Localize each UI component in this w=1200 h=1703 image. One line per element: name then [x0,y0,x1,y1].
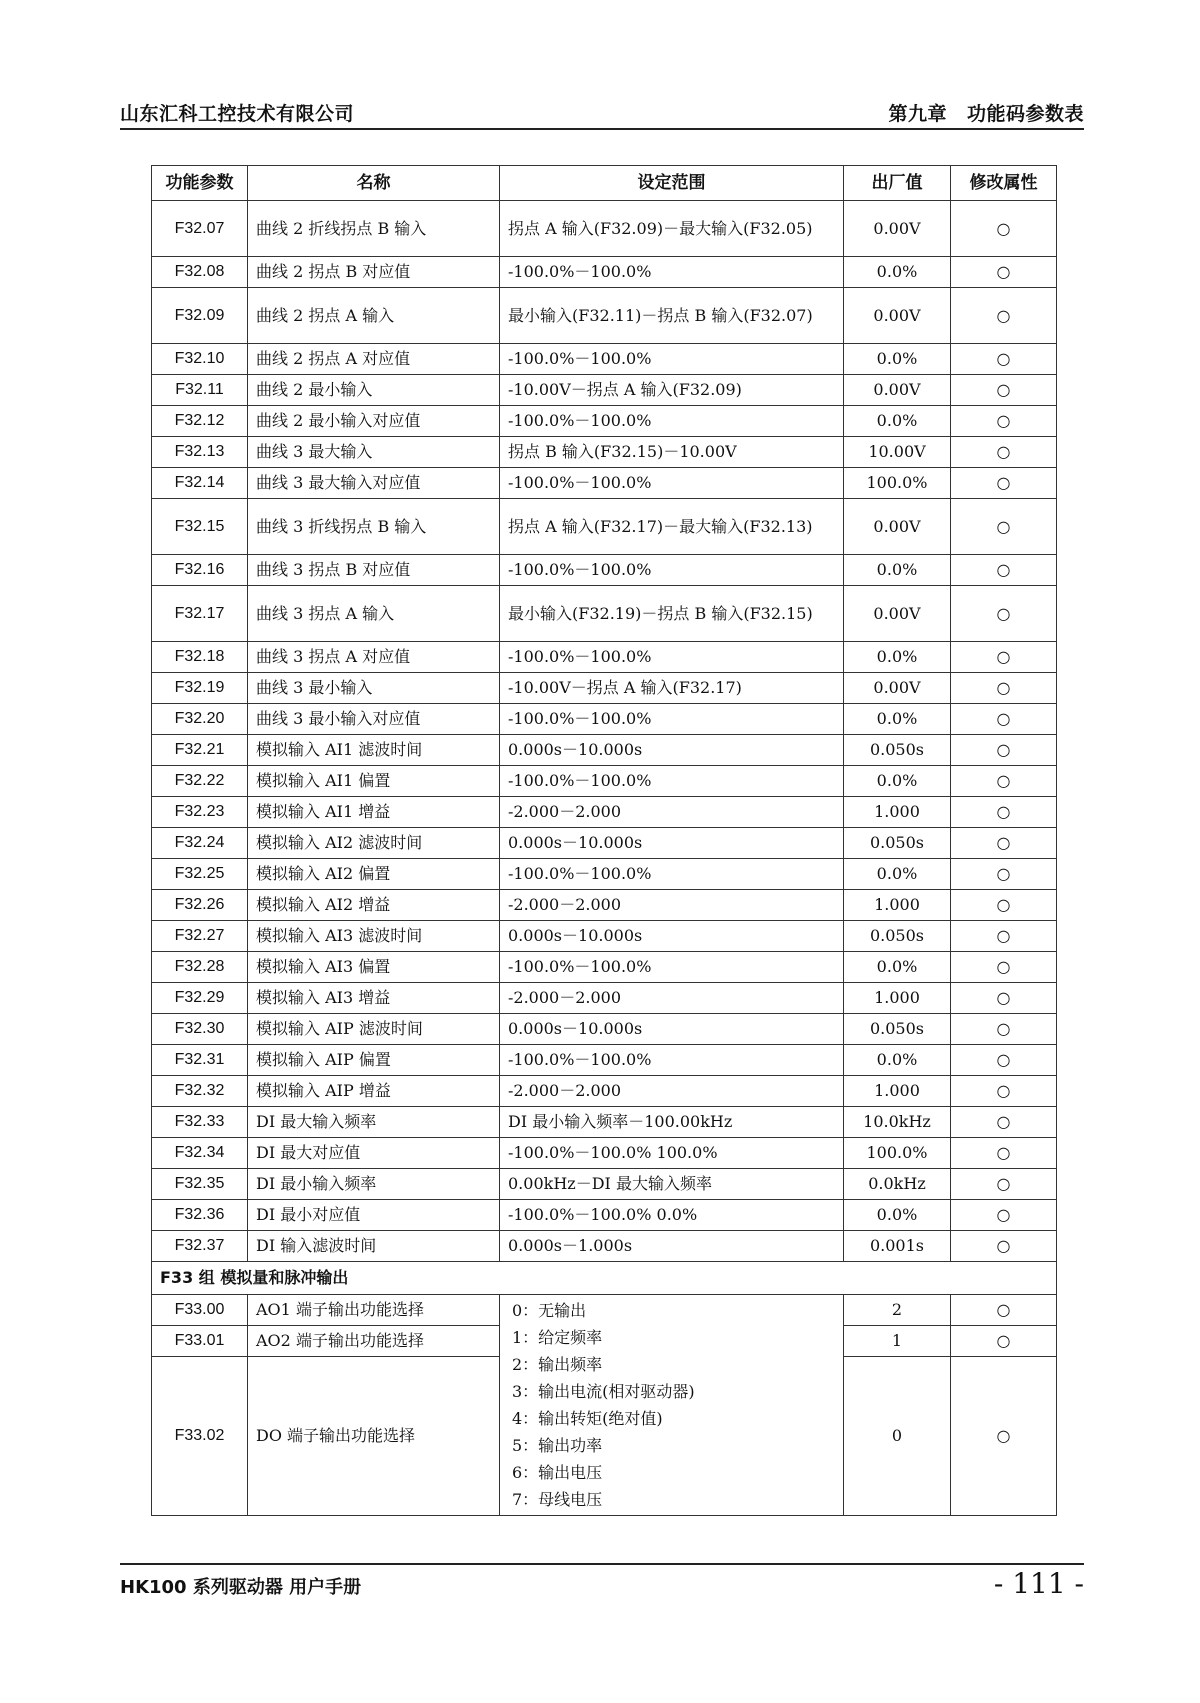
option-item: 1：给定频率 [512,1328,603,1347]
param-attr: ○ [951,1076,1057,1107]
param-code: F32.11 [152,375,248,406]
param-code: F32.36 [152,1200,248,1231]
param-name: 模拟输入 AI3 滤波时间 [248,921,500,952]
param-default: 0.0% [844,344,951,375]
col-header-code: 功能参数 [152,166,248,201]
param-code: F32.19 [152,673,248,704]
col-header-attr: 修改属性 [951,166,1057,201]
param-code: F32.35 [152,1169,248,1200]
param-attr: ○ [951,499,1057,555]
param-name: 曲线 3 最大输入 [248,437,500,468]
param-code: F32.22 [152,766,248,797]
table-header-row [152,166,1057,201]
option-item: 2：输出频率 [512,1355,603,1374]
param-default: 1 [844,1326,951,1357]
param-range: -100.0%－100.0% [500,257,844,288]
param-attr: ○ [951,735,1057,766]
param-code: F32.34 [152,1138,248,1169]
param-range: 0.000s－10.000s [500,1014,844,1045]
group-title: F33 组 模拟量和脉冲输出 [152,1262,1057,1295]
param-attr: ○ [951,1231,1057,1262]
table-row [152,983,1057,1014]
table-row [152,257,1057,288]
table-row [152,859,1057,890]
param-default: 0.0% [844,766,951,797]
param-default: 100.0% [844,468,951,499]
param-range: -2.000－2.000 [500,983,844,1014]
param-name: DI 输入滤波时间 [248,1231,500,1262]
param-range: 0.000s－10.000s [500,828,844,859]
col-header-range: 设定范围 [500,166,844,201]
param-name: 曲线 3 最小输入 [248,673,500,704]
param-code: F32.15 [152,499,248,555]
col-header-default: 出厂值 [844,166,951,201]
chapter-number: 第九章 [888,103,947,125]
param-default: 0.00V [844,375,951,406]
param-name: 曲线 3 拐点 B 对应值 [248,555,500,586]
param-code: F32.29 [152,983,248,1014]
param-attr: ○ [951,828,1057,859]
param-range: 最小输入(F32.11)－拐点 B 输入(F32.07) [500,288,844,344]
param-range: -100.0%－100.0% 100.0% [500,1138,844,1169]
page-footer [120,1563,1084,1609]
param-code: F32.33 [152,1107,248,1138]
param-name: DO 端子输出功能选择 [248,1357,500,1516]
param-code: F32.14 [152,468,248,499]
param-attr: ○ [951,257,1057,288]
param-range: -100.0%－100.0% [500,859,844,890]
param-name: 模拟输入 AI1 增益 [248,797,500,828]
param-name: 曲线 2 折线拐点 B 输入 [248,201,500,257]
table-row [152,735,1057,766]
param-attr: ○ [951,1138,1057,1169]
table-row [152,1045,1057,1076]
table-row [152,921,1057,952]
param-code: F32.20 [152,704,248,735]
param-name: DI 最大对应值 [248,1138,500,1169]
param-attr: ○ [951,406,1057,437]
param-name: AO2 端子输出功能选择 [248,1326,500,1357]
table-row [152,201,1057,257]
param-default: 0.001s [844,1231,951,1262]
param-code: F33.02 [152,1357,248,1516]
f33-section [152,1262,1057,1516]
param-attr: ○ [951,797,1057,828]
param-attr: ○ [951,1014,1057,1045]
table-row [152,1076,1057,1107]
param-name: 模拟输入 AI2 增益 [248,890,500,921]
table-row [152,1231,1057,1262]
param-default: 0 [844,1357,951,1516]
table-row [152,555,1057,586]
param-default: 0.00V [844,201,951,257]
param-attr: ○ [951,1326,1057,1357]
param-code: F32.10 [152,344,248,375]
param-default: 0.0% [844,952,951,983]
param-code: F32.07 [152,201,248,257]
option-list [508,1295,835,1515]
param-default: 0.0% [844,704,951,735]
param-options [500,1295,844,1516]
param-name: 模拟输入 AIP 滤波时间 [248,1014,500,1045]
param-attr: ○ [951,1045,1057,1076]
param-name: 模拟输入 AI1 滤波时间 [248,735,500,766]
table-row [152,673,1057,704]
table-row [152,1138,1057,1169]
table-row [152,468,1057,499]
param-range: -100.0%－100.0% [500,642,844,673]
param-range: 0.000s－10.000s [500,921,844,952]
param-default: 0.00V [844,586,951,642]
param-range: 拐点 B 输入(F32.15)－10.00V [500,437,844,468]
param-name: 模拟输入 AI2 滤波时间 [248,828,500,859]
param-attr: ○ [951,952,1057,983]
group-header-row [152,1262,1057,1295]
param-name: 模拟输入 AIP 增益 [248,1076,500,1107]
table-row [152,828,1057,859]
param-default: 0.00V [844,288,951,344]
param-range: -100.0%－100.0% [500,704,844,735]
option-item: 6：输出电压 [512,1463,603,1482]
param-attr: ○ [951,555,1057,586]
param-default: 1.000 [844,890,951,921]
param-name: 曲线 3 最小输入对应值 [248,704,500,735]
param-attr: ○ [951,983,1057,1014]
param-code: F32.37 [152,1231,248,1262]
company-name: 山东汇科工控技术有限公司 [120,103,355,125]
page-header [120,90,1084,130]
param-attr: ○ [951,1107,1057,1138]
option-item: 4：输出转矩(绝对值) [512,1409,663,1428]
param-name: 模拟输入 AIP 偏置 [248,1045,500,1076]
param-attr: ○ [951,859,1057,890]
param-name: 模拟输入 AI1 偏置 [248,766,500,797]
param-code: F32.13 [152,437,248,468]
param-range: -2.000－2.000 [500,890,844,921]
chapter-title [888,99,1084,126]
page-number: - 111 - [993,1567,1084,1600]
param-attr: ○ [951,704,1057,735]
param-code: F32.31 [152,1045,248,1076]
table-row [152,499,1057,555]
param-name: 曲线 2 拐点 A 输入 [248,288,500,344]
param-default: 10.0kHz [844,1107,951,1138]
parameter-table [151,165,1057,1516]
param-default: 0.0% [844,257,951,288]
param-default: 0.0% [844,642,951,673]
table-row [152,586,1057,642]
param-code: F33.00 [152,1295,248,1326]
table-row [152,704,1057,735]
option-item: 0：无输出 [512,1301,587,1320]
param-default: 0.0% [844,406,951,437]
param-default: 10.00V [844,437,951,468]
param-attr: ○ [951,1169,1057,1200]
param-range: -100.0%－100.0% [500,766,844,797]
param-default: 0.050s [844,921,951,952]
param-default: 0.00V [844,499,951,555]
param-attr: ○ [951,673,1057,704]
table-row [152,797,1057,828]
param-range: -100.0%－100.0% [500,344,844,375]
param-range: -10.00V－拐点 A 输入(F32.17) [500,673,844,704]
param-name: DI 最大输入频率 [248,1107,500,1138]
param-range: DI 最小输入频率－100.00kHz [500,1107,844,1138]
param-attr: ○ [951,921,1057,952]
param-range: -100.0%－100.0% [500,555,844,586]
table-row [152,344,1057,375]
param-name: DI 最小对应值 [248,1200,500,1231]
param-code: F32.30 [152,1014,248,1045]
manual-title: HK100 系列驱动器 用户手册 [120,1577,362,1598]
param-name: 曲线 3 折线拐点 B 输入 [248,499,500,555]
param-name: 模拟输入 AI3 增益 [248,983,500,1014]
param-default: 2 [844,1295,951,1326]
f32-rows [152,201,1057,1262]
section-title: 功能码参数表 [966,103,1084,125]
param-name: 曲线 2 最小输入对应值 [248,406,500,437]
param-range: -100.0%－100.0% [500,406,844,437]
table-row [152,437,1057,468]
param-default: 0.050s [844,735,951,766]
param-attr: ○ [951,766,1057,797]
param-range: -2.000－2.000 [500,1076,844,1107]
param-attr: ○ [951,344,1057,375]
param-range: -100.0%－100.0% 0.0% [500,1200,844,1231]
param-attr: ○ [951,642,1057,673]
param-default: 0.0% [844,859,951,890]
table-row [152,1014,1057,1045]
param-range: 0.000s－10.000s [500,735,844,766]
param-name: 曲线 2 最小输入 [248,375,500,406]
param-default: 0.0% [844,555,951,586]
param-name: 模拟输入 AI3 偏置 [248,952,500,983]
table-row [152,375,1057,406]
option-item: 5：输出功率 [512,1436,603,1455]
table-row [152,642,1057,673]
param-default: 100.0% [844,1138,951,1169]
param-default: 1.000 [844,1076,951,1107]
param-default: 1.000 [844,797,951,828]
param-attr: ○ [951,468,1057,499]
param-code: F32.26 [152,890,248,921]
param-attr: ○ [951,201,1057,257]
param-name: 曲线 2 拐点 B 对应值 [248,257,500,288]
param-code: F32.23 [152,797,248,828]
param-range: -100.0%－100.0% [500,1045,844,1076]
param-code: F32.27 [152,921,248,952]
param-name: AO1 端子输出功能选择 [248,1295,500,1326]
param-code: F32.32 [152,1076,248,1107]
param-code: F32.09 [152,288,248,344]
param-code: F32.17 [152,586,248,642]
param-attr: ○ [951,890,1057,921]
param-attr: ○ [951,1357,1057,1516]
param-default: 0.0% [844,1045,951,1076]
table-row [152,1295,1057,1326]
table-row [152,890,1057,921]
param-code: F33.01 [152,1326,248,1357]
param-code: F32.18 [152,642,248,673]
param-name: 模拟输入 AI2 偏置 [248,859,500,890]
param-name: 曲线 3 拐点 A 对应值 [248,642,500,673]
param-range: -100.0%－100.0% [500,468,844,499]
table-row [152,1169,1057,1200]
param-code: F32.16 [152,555,248,586]
param-default: 0.0% [844,1200,951,1231]
table-row [152,1200,1057,1231]
param-name: DI 最小输入频率 [248,1169,500,1200]
param-attr: ○ [951,437,1057,468]
option-item: 3：输出电流(相对驱动器) [512,1382,695,1401]
param-range: -100.0%－100.0% [500,952,844,983]
param-code: F32.28 [152,952,248,983]
param-code: F32.21 [152,735,248,766]
param-attr: ○ [951,1295,1057,1326]
param-default: 0.050s [844,828,951,859]
param-range: -10.00V－拐点 A 输入(F32.09) [500,375,844,406]
param-range: 0.00kHz－DI 最大输入频率 [500,1169,844,1200]
table-row [152,1107,1057,1138]
param-attr: ○ [951,586,1057,642]
option-item: 7：母线电压 [512,1490,603,1509]
param-code: F32.12 [152,406,248,437]
param-name: 曲线 3 最大输入对应值 [248,468,500,499]
param-name: 曲线 2 拐点 A 对应值 [248,344,500,375]
table-row [152,406,1057,437]
param-range: -2.000－2.000 [500,797,844,828]
param-code: F32.24 [152,828,248,859]
param-default: 1.000 [844,983,951,1014]
table-row [152,766,1057,797]
col-header-name: 名称 [248,166,500,201]
table-row [152,952,1057,983]
param-attr: ○ [951,375,1057,406]
table-row [152,288,1057,344]
param-range: 拐点 A 输入(F32.17)－最大输入(F32.13) [500,499,844,555]
param-default: 0.00V [844,673,951,704]
param-range: 0.000s－1.000s [500,1231,844,1262]
param-range: 拐点 A 输入(F32.09)－最大输入(F32.05) [500,201,844,257]
param-attr: ○ [951,288,1057,344]
param-name: 曲线 3 拐点 A 输入 [248,586,500,642]
param-default: 0.050s [844,1014,951,1045]
param-attr: ○ [951,1200,1057,1231]
param-code: F32.25 [152,859,248,890]
param-range: 最小输入(F32.19)－拐点 B 输入(F32.15) [500,586,844,642]
param-code: F32.08 [152,257,248,288]
param-default: 0.0kHz [844,1169,951,1200]
